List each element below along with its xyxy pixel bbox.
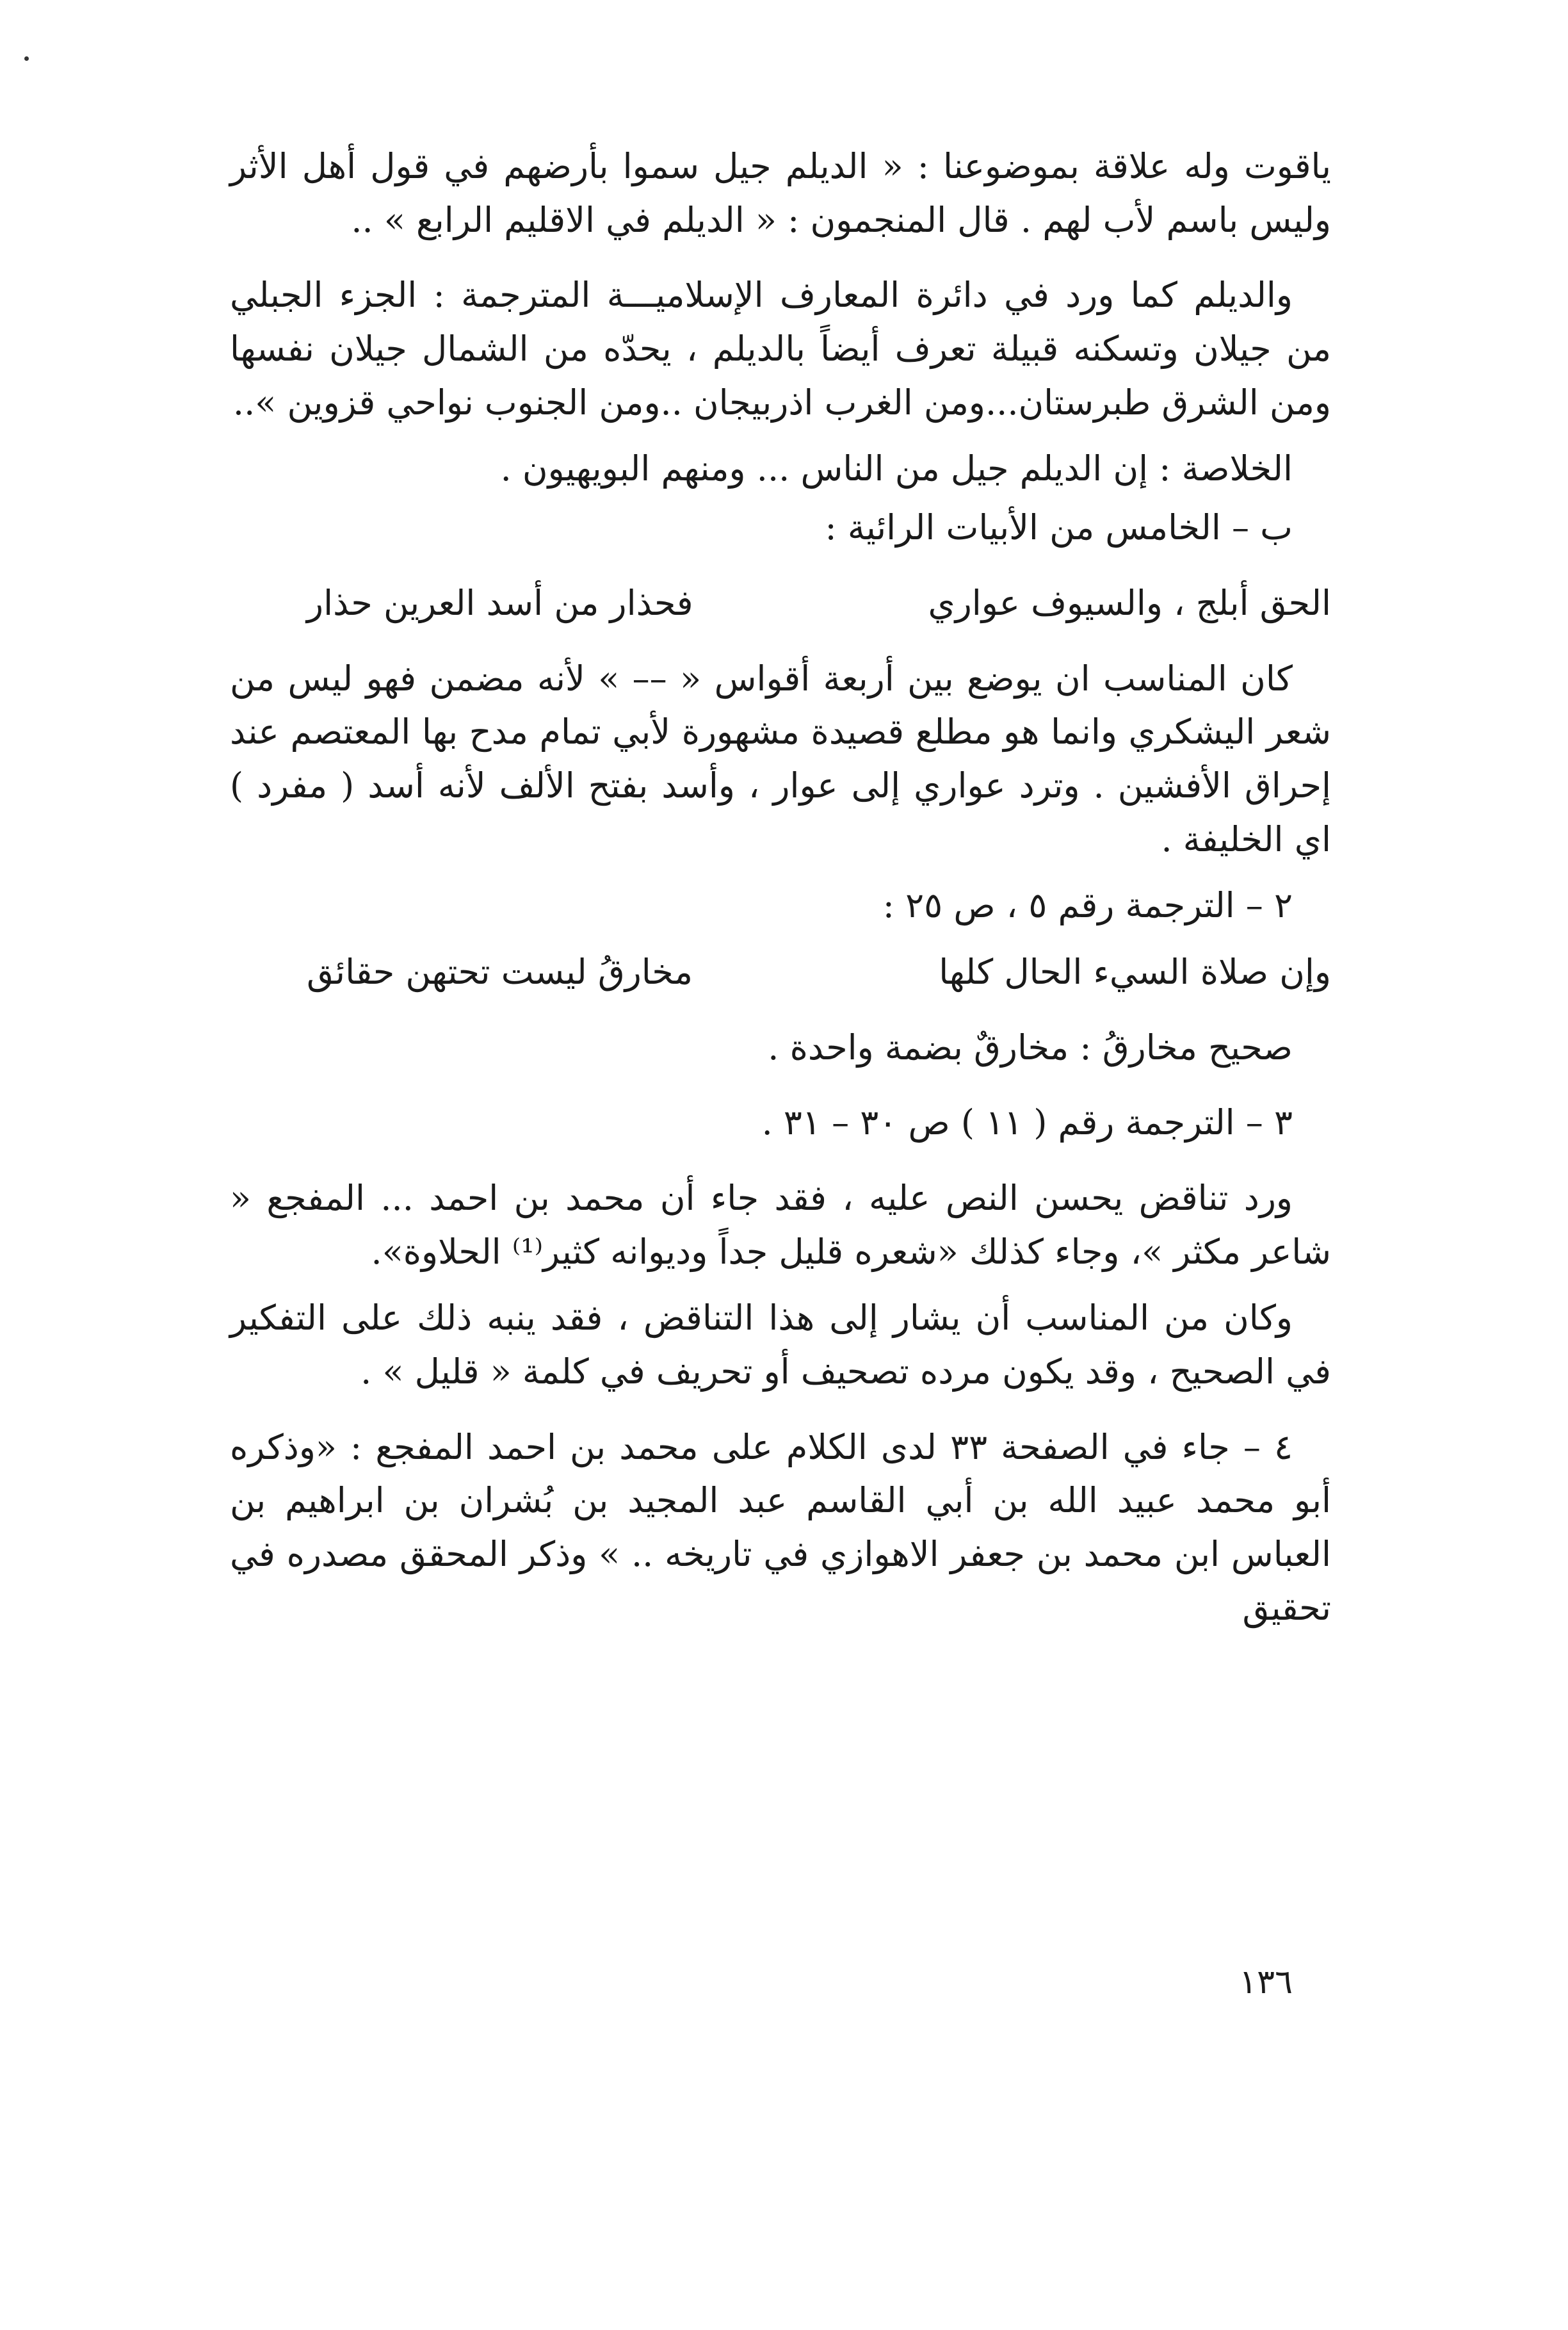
heading-item-3: ٣ – الترجمة رقم ( ١١ ) ص ٣٠ – ٣١ . bbox=[761, 1102, 1293, 1143]
verse-2-first-hemistich: وإن صلاة السيء الحال كلها bbox=[939, 951, 1331, 992]
paragraph-verse-commentary: كان المناسب ان يوضع بين أربعة أقواس « –– » لأنه مضمن فهو ليس من شعر اليشكري وانما هو مطلع قصيدة مشهورة لأبي تمام مدح بها المعتصم عند إحراق الأفشين . وترد عواري إلى عوار ، وأسد بفتح الألف لأنه أسد ( مفرد ) اي الخليفة . bbox=[230, 658, 1331, 859]
paragraph-conclusion: الخلاصة : إن الديلم جيل من الناس ... ومنهم البويهيون . bbox=[500, 448, 1293, 489]
verse-1-first-hemistich: الحق أبلج ، والسيوف عواري bbox=[928, 582, 1331, 623]
verse-2-second-hemistich: مخارقُ ليست تحتهن حقائق bbox=[307, 951, 693, 992]
verse-1-second-hemistich: فحذار من أسد العرين حذار bbox=[307, 582, 693, 623]
paragraph-correction: صحيح مخارقُ : مخارقٌ بضمة واحدة . bbox=[768, 1027, 1293, 1068]
paragraph-contradiction: ورد تناقض يحسن النص عليه ، فقد جاء أن محمد بن احمد ... المفجع « شاعر مكثر »، وجاء كذلك «شعره قليل جداً وديوانه كثير⁽¹⁾ الحلاوة». bbox=[230, 1178, 1331, 1272]
heading-item-2: ٢ – الترجمة رقم ٥ ، ص ٢٥ : bbox=[882, 885, 1293, 926]
paragraph-yaqut-quote: ياقوت وله علاقة بموضوعنا : « الديلم جيل سموا بأرضهم في قول أهل الأثر وليس باسم لأب لهم . قال المنجمون : « الديلم في الاقليم الرابع » .. bbox=[230, 146, 1331, 240]
verse-line-1 bbox=[230, 576, 1331, 630]
page-number: ١٣٦ bbox=[1239, 1963, 1293, 2001]
scan-speck bbox=[24, 56, 29, 61]
paragraph-encyclopedia: والديلم كما ورد في دائرة المعارف الإسلاميـــة المترجمة : الجزء الجبلي من جيلان وتسكنه قبيلة تعرف أيضاً بالديلم ، يحدّه من الشمال جيلان نفسها ومن الشرق طبرستان...ومن الغرب اذربيجان ..ومن الجنوب نواحي قزوين ».. bbox=[230, 275, 1331, 423]
heading-section-b: ب – الخامس من الأبيات الرائية : bbox=[825, 507, 1293, 548]
verse-line-2 bbox=[230, 945, 1331, 999]
paragraph-item-4: ٤ – جاء في الصفحة ٣٣ لدى الكلام على محمد بن احمد المفجع : «وذكره أبو محمد عبيد الله بن أبي القاسم عبد المجيد بن بُشران بن ابراهيم بن العباس ابن محمد بن جعفر الاهوازي في تاريخه .. » وذكر المحقق مصدره في تحقيق bbox=[230, 1426, 1331, 1628]
paragraph-suggestion: وكان من المناسب أن يشار إلى هذا التناقض ، فقد ينبه ذلك على التفكير في الصحيح ، وقد يكون مرده تصحيف أو تحريف في كلمة « قليل » . bbox=[230, 1298, 1331, 1392]
main-text bbox=[230, 140, 1331, 1635]
